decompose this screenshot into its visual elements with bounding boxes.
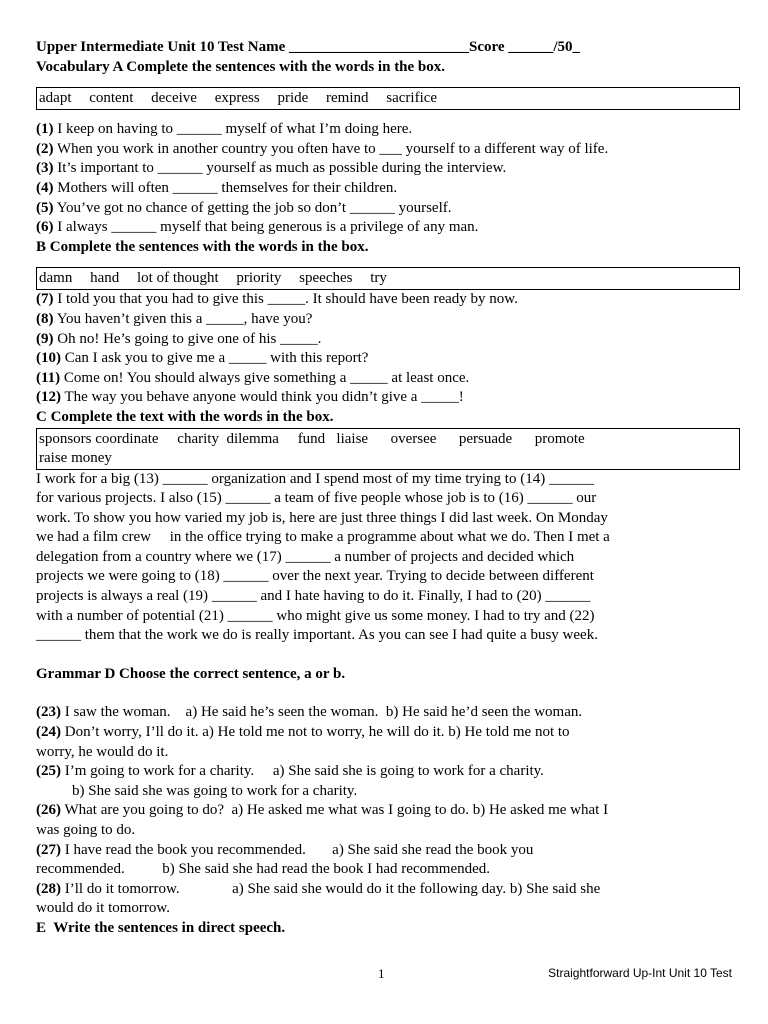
- question-text: I’ll do it tomorrow. a) She said she would do it the following day. b) She said she: [61, 880, 601, 897]
- question-text: I’m going to work for a charity. a) She said she is going to work for a charity.: [61, 763, 544, 780]
- question-number: (27): [36, 841, 61, 858]
- paragraph-line: for various projects. I also (15) ______ a team of five people whose job is to (16) ______ our: [36, 490, 597, 507]
- question-text: When you work in another country you often have to ___ yourself to a different way of life.: [53, 140, 609, 157]
- question-10: [36, 349, 740, 369]
- word-box-item: lot of thought: [137, 270, 219, 287]
- question-26: [36, 801, 740, 821]
- question-4: [36, 179, 740, 199]
- question-2: [36, 140, 740, 160]
- paragraph-line: we had a film crew in the office trying to make a programme about what we do. Then I met a: [36, 529, 610, 546]
- question-text: I have read the book you recommended. a) She said she read the book you: [61, 841, 534, 858]
- question-25: [36, 762, 740, 782]
- word-box-a: [36, 87, 740, 110]
- word-box-item: content: [89, 90, 134, 107]
- word-box-c: [36, 428, 740, 470]
- footer-text: Straightforward Up-Int Unit 10 Test: [548, 966, 732, 980]
- question-27-cont: recommended. b) She said she had read the book I had recommended.: [36, 861, 491, 878]
- question-number: (1): [36, 121, 54, 138]
- question-9: [36, 330, 740, 350]
- test-page: [36, 38, 740, 939]
- question-text: I saw the woman. a) He said he’s seen the woman. b) He said he’d seen the woman.: [61, 704, 583, 721]
- paragraph-line: with a number of potential (21) ______ who might give us some money. I had to try and (22): [36, 607, 595, 624]
- paragraph-line: projects is always a real (19) ______ and I hate having to do it. Finally, I had to (20) ______: [36, 588, 591, 605]
- question-12: [36, 388, 740, 408]
- question-number: (5): [36, 199, 54, 216]
- paragraph-line: ______ them that the work we do is really important. As you can see I had quite a busy week.: [36, 627, 598, 644]
- question-text: What are you going to do? a) He asked me what was I going to do. b) He asked me what I: [61, 802, 609, 819]
- grammar-d-heading: Grammar D Choose the correct sentence, a or b.: [36, 665, 346, 682]
- question-number: (12): [36, 389, 61, 406]
- word-box-item: express: [214, 90, 260, 107]
- word-box-item: pride: [277, 90, 309, 107]
- word-box-item: sacrifice: [386, 90, 438, 107]
- question-number: (26): [36, 802, 61, 819]
- question-text: It’s important to ______ yourself as much as possible during the interview.: [53, 160, 507, 177]
- question-number: (25): [36, 763, 61, 780]
- test-title: Upper Intermediate Unit 10 Test Name ________________________Score ______/50_: [36, 39, 580, 55]
- question-6: [36, 218, 740, 238]
- question-number: (23): [36, 704, 61, 721]
- question-11: [36, 369, 740, 389]
- question-text: Don’t worry, I’ll do it. a) He told me not to worry, he will do it. b) He told me not to: [61, 724, 570, 741]
- paragraph-line: delegation from a country where we (17) ______ a number of projects and decided which: [36, 548, 575, 565]
- question-1: [36, 120, 740, 140]
- question-text: I told you that you had to give this _____. It should have been ready by now.: [53, 291, 518, 308]
- question-23: [36, 703, 740, 723]
- question-number: (4): [36, 179, 54, 196]
- question-text: Can I ask you to give me a _____ with this report?: [61, 350, 369, 367]
- question-26-cont: was going to do.: [36, 822, 136, 838]
- word-box-item: deceive: [151, 90, 197, 107]
- word-box-item: speeches: [299, 270, 353, 287]
- question-number: (28): [36, 880, 61, 897]
- word-box-b: [36, 267, 740, 290]
- section-e-heading: E Write the sentences in direct speech.: [36, 919, 286, 936]
- question-24-cont: worry, he would do it.: [36, 743, 169, 760]
- question-number: (7): [36, 291, 54, 308]
- question-number: (8): [36, 310, 54, 327]
- question-text: I keep on having to ______ myself of what I’m doing here.: [53, 121, 413, 138]
- page-number: 1: [378, 966, 385, 981]
- question-number: (6): [36, 219, 54, 236]
- word-box-c-line-1: sponsors coordinate charity dilemma fund liaise oversee persuade promote: [39, 430, 585, 447]
- section-b-heading: B Complete the sentences with the words in the box.: [36, 238, 369, 255]
- question-number: (11): [36, 369, 61, 386]
- question-text: Come on! You should always give something a _____ at least once.: [60, 369, 470, 386]
- word-box-item: remind: [326, 90, 369, 107]
- vocabulary-a-heading: Vocabulary A Complete the sentences with the words in the box.: [36, 58, 446, 75]
- paragraph-line: work. To show you how varied my job is, here are just three things I did last week. On Monday: [36, 509, 608, 526]
- question-28-cont: would do it tomorrow.: [36, 900, 171, 917]
- section-c-paragraph: [36, 470, 740, 646]
- question-28: [36, 880, 740, 900]
- paragraph-line: projects we were going to (18) ______ over the next year. Trying to decide between different: [36, 568, 594, 585]
- question-text: Oh no! He’s going to give one of his _____.: [53, 330, 322, 347]
- question-text: I always ______ myself that being generous is a privilege of any man.: [53, 219, 479, 236]
- paragraph-line: I work for a big (13) ______ organization and I spend most of my time trying to (14) ______: [36, 470, 594, 487]
- question-3: [36, 159, 740, 179]
- question-25-option-b: b) She said she was going to work for a charity.: [72, 782, 358, 799]
- question-7: [36, 290, 740, 310]
- word-box-item: adapt: [39, 90, 72, 107]
- section-c-heading: C Complete the text with the words in the box.: [36, 408, 334, 425]
- word-box-c-line-2: raise money: [39, 449, 112, 466]
- question-text: The way you behave anyone would think you didn’t give a _____!: [61, 389, 464, 406]
- question-text: You haven’t given this a _____, have you?: [53, 310, 313, 327]
- question-8: [36, 310, 740, 330]
- question-text: You’ve got no chance of getting the job so don’t ______ yourself.: [53, 199, 452, 216]
- question-number: (24): [36, 724, 61, 741]
- question-24: [36, 723, 740, 743]
- question-number: (2): [36, 140, 54, 157]
- word-box-item: damn: [39, 270, 73, 287]
- word-box-item: try: [370, 270, 387, 287]
- question-number: (3): [36, 160, 54, 177]
- question-text: Mothers will often ______ themselves for their children.: [53, 179, 398, 196]
- question-27: [36, 841, 740, 861]
- question-number: (9): [36, 330, 54, 347]
- word-box-item: priority: [236, 270, 282, 287]
- question-number: (10): [36, 350, 61, 367]
- word-box-item: hand: [90, 270, 120, 287]
- question-5: [36, 199, 740, 219]
